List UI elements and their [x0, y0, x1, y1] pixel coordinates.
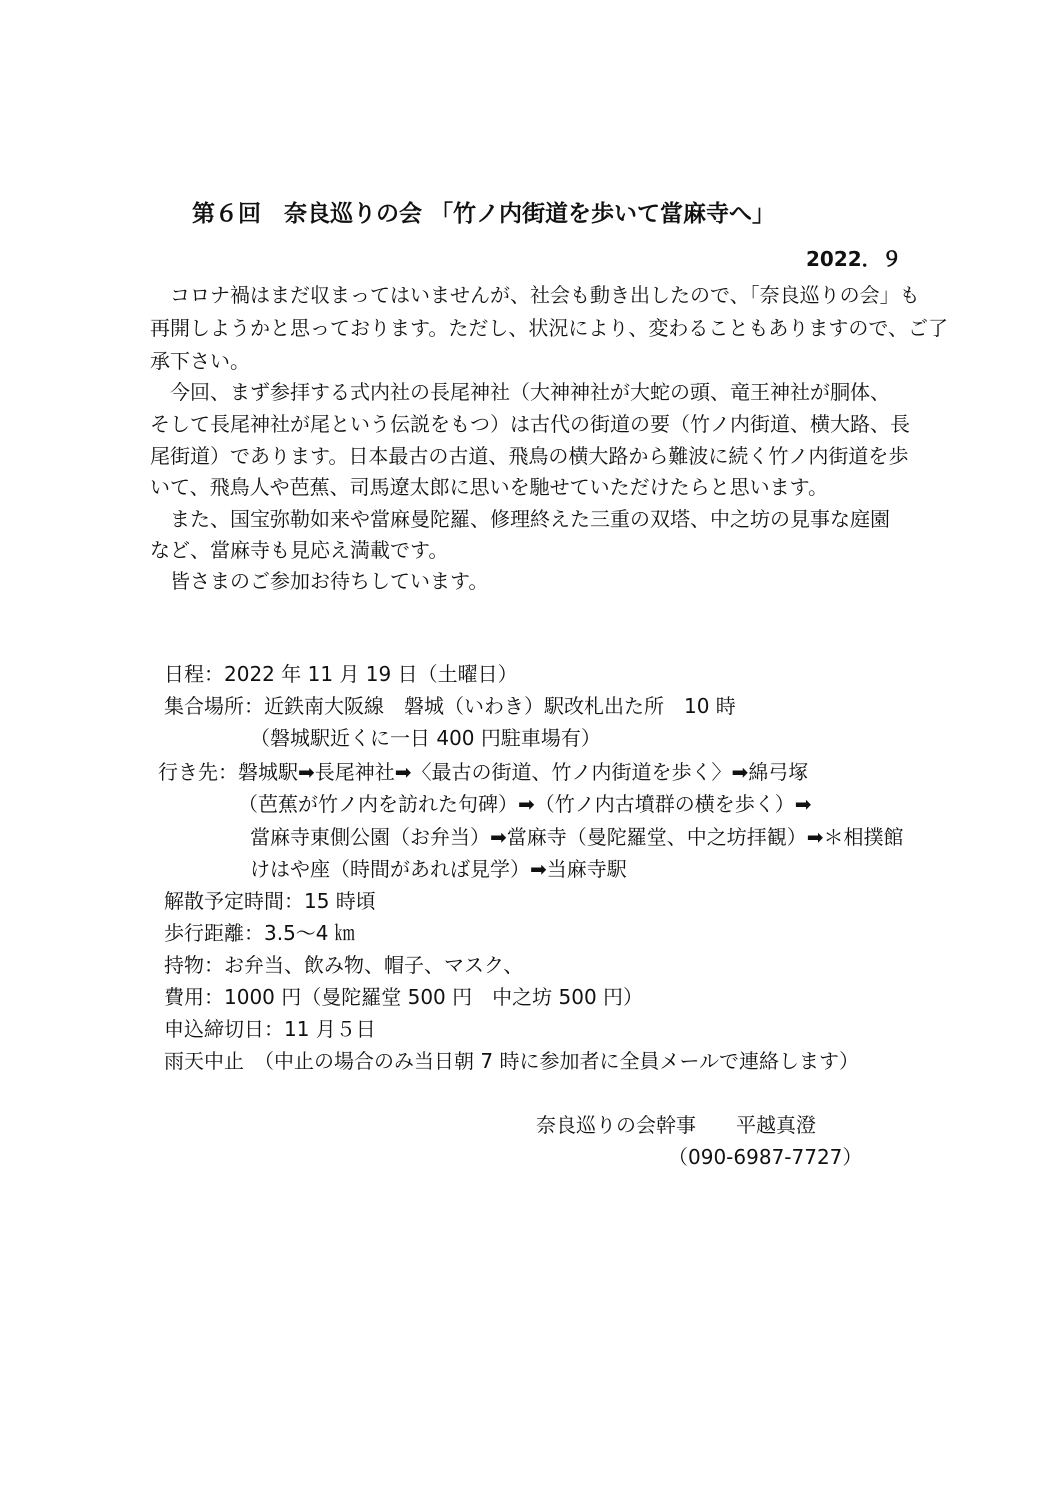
page-title: 第６回 奈良巡りの会 「竹ノ内街道を歩いて當麻寺へ」: [192, 201, 776, 227]
intro-line: また、国宝弥勒如来や當麻曼陀羅、修理終えた三重の双塔、中之坊の見事な庭園: [150, 507, 890, 531]
parking-line: （磐城駅近くに一日 400 円駐車場有）: [250, 726, 601, 750]
intro-line: そして長尾神社が尾という伝説をもつ）は古代の街道の要（竹ノ内街道、横大路、長: [150, 412, 910, 436]
intro-line: など、當麻寺も見応え満載です。: [150, 538, 449, 562]
organizer-phone: （090-6987-7727）: [668, 1145, 863, 1169]
intro-line: 再開しようかと思っております。ただし、状況により、変わることもありますので、ご了: [150, 316, 948, 340]
rain-notice-line: 雨天中止 （中止の場合のみ当日朝 7 時に参加者に全員メールで連絡します）: [164, 1049, 860, 1073]
document-date: 2022．９: [806, 247, 902, 271]
intro-line: 承下さい。: [150, 349, 250, 373]
route-line: けはや座（時間があれば見学）➡当麻寺駅: [250, 857, 627, 881]
intro-line: 今回、まず参拝する式内社の長尾神社（大神神社が大蛇の頭、竜王神社が胴体、: [150, 380, 890, 404]
distance-line: 歩行距離：3.5～4 ㎞: [164, 921, 355, 945]
dismissal-line: 解散予定時間：15 時頃: [164, 889, 376, 913]
route-line: 當麻寺東側公園（お弁当）➡當麻寺（曼陀羅堂、中之坊拝観）➡＊相撲館: [250, 825, 904, 849]
deadline-line: 申込締切日：11 月５日: [164, 1017, 376, 1041]
intro-line: コロナ禍はまだ収まってはいませんが、社会も動き出したので、「奈良巡りの会」も: [150, 283, 920, 307]
fee-line: 費用：1000 円（曼陀羅堂 500 円 中之坊 500 円）: [164, 985, 644, 1009]
intro-line: 尾街道）であります。日本最古の古道、飛鳥の横大路から難波に続く竹ノ内街道を歩: [150, 444, 909, 468]
belongings-line: 持物：お弁当、飲み物、帽子、マスク、: [164, 953, 524, 977]
organizer-name: 奈良巡りの会幹事 平越真澄: [536, 1113, 816, 1137]
meeting-place-line: 集合場所：近鉄南大阪線 磐城（いわき）駅改札出た所 10 時: [164, 694, 736, 718]
schedule-line: 日程：2022 年 11 月 19 日（土曜日）: [164, 662, 518, 686]
route-line: 行き先：磐城駅➡長尾神社➡〈最古の街道、竹ノ内街道を歩く〉➡綿弓塚: [158, 760, 809, 784]
intro-line: いて、飛鳥人や芭蕉、司馬遼太郎に思いを馳せていただけたらと思います。: [150, 475, 828, 499]
intro-line: 皆さまのご参加お待ちしています。: [150, 569, 489, 593]
route-line: （芭蕉が竹ノ内を訪れた句碑）➡（竹ノ内古墳群の横を歩く）➡: [238, 792, 812, 816]
